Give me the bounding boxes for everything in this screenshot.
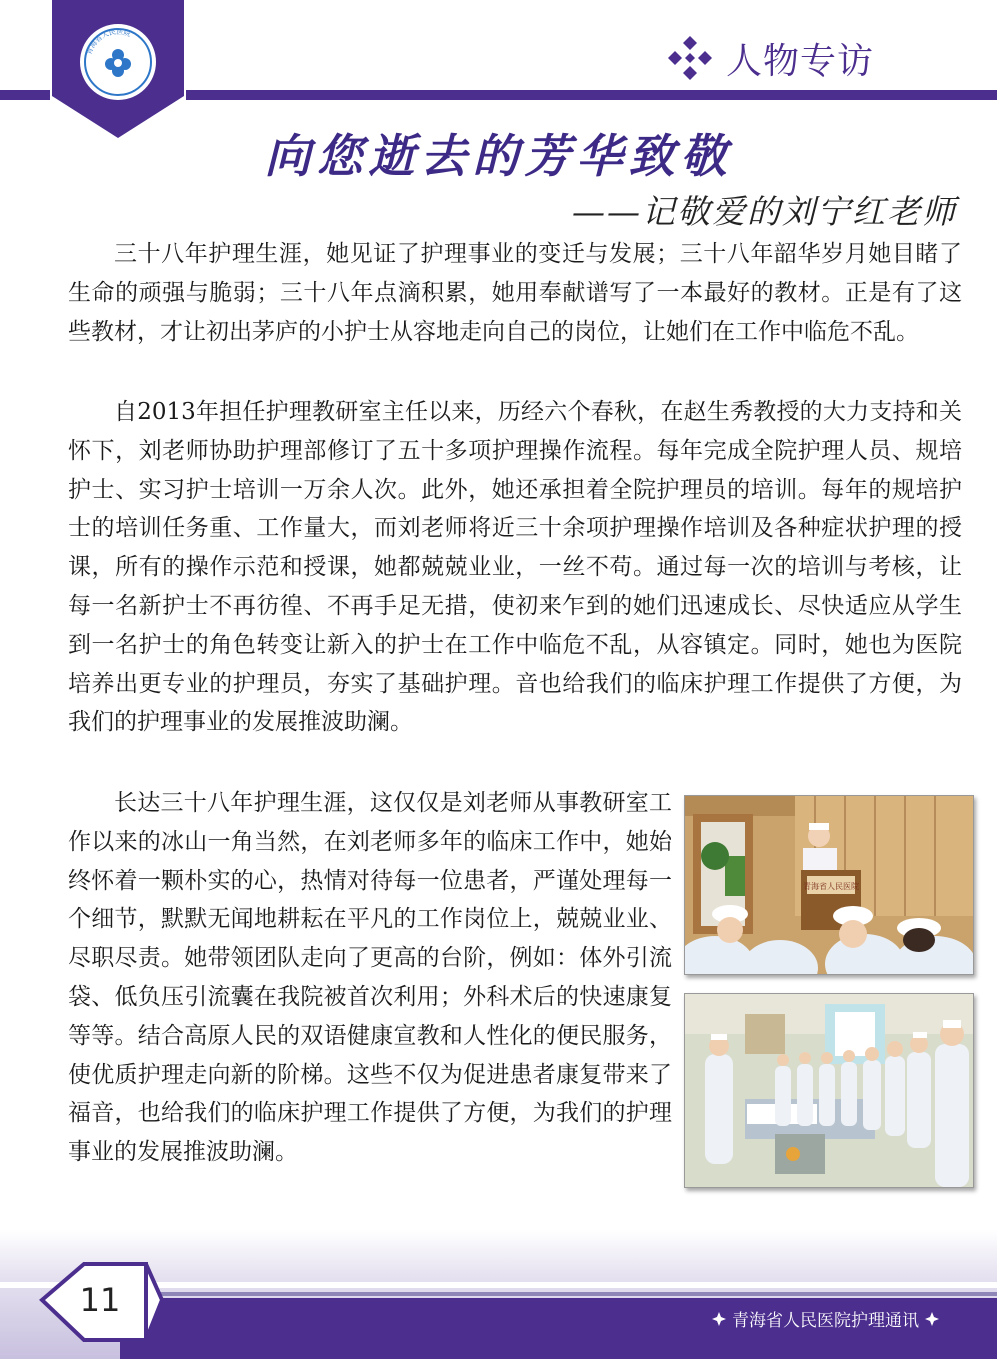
photo-lecture xyxy=(684,795,974,975)
lecture-scene xyxy=(685,796,973,974)
sparkle-icon xyxy=(925,1312,939,1326)
sparkle-icon xyxy=(712,1312,726,1326)
page-number: 11 xyxy=(79,1281,121,1319)
footer-publication xyxy=(706,1306,945,1331)
diamond-cluster-icon xyxy=(666,34,714,82)
logo-text: 青海省人民医院 xyxy=(85,27,132,56)
section-label xyxy=(666,30,874,86)
paragraph-2: 自2013年担任护理教研室主任以来，历经六个春秋，在赵生秀教授的大力支持和关怀下，刘老师协助护理部修订了五十多项护理操作流程。每年完成全院护理人员、规培护士、实习护士培训一万余人次。此外，她还承担着全院护理员的培训。每年的规培护士的培训任务重、工作量大，而刘老师将近三十余项护理操作培训及各种症状护理的授课，所有的操作示范和授课，她都兢兢业业，一丝不苟。通过每一次的培训与考核，让每一名新护士不再彷徨、不再手足无措，使初来乍到的她们迅速成长、尽快适应从学生到一名护士的角色转变让新入的护士在工作中临危不乱，从容镇定。同时，她也为医院培养出更专业的护理员，夯实了基础护理。音也给我们的临床护理工作提供了方便，为我们的护理事业的发展推波助澜。 xyxy=(68,399,962,736)
footer-band xyxy=(0,1230,997,1359)
podium-sign: 青海省人民医院 xyxy=(803,882,859,891)
publication-name: 青海省人民医院护理通讯 xyxy=(732,1311,919,1331)
paragraph-3: 长达三十八年护理生涯，这仅仅是刘老师从事教研室工作以来的冰山一角当然，在刘老师多年的临床工作中，她始终怀着一颗朴实的心，热情对待每一位患者，严谨处理每一个细节，默默无闻地耕耘在平凡的工作岗位上，兢兢业业、尽职尽责。她带领团队走向了更高的台阶，例如：体外引流袋、低负压引流囊在我院被首次利用；外科术后的快速康复等等。结合高原人民的双语健康宣教和人性化的便民服务，使优质护理走向新的阶梯。这些不仅为促进患者康复带来了福音，也给我们的临床护理工作提供了方便，为我们的护理事业的发展推波助澜。 xyxy=(68,790,672,1166)
section-label-text: 人物专访 xyxy=(726,40,875,82)
paragraph-1: 三十八年护理生涯，她见证了护理事业的变迁与发展；三十八年韶华岁月她目睹了生命的顽强与脆弱；三十八年点滴积累，她用奉献谱写了一本最好的教材。正是有了这些教材，才让初出茅庐的小护士从容地走向自己的岗位，让她们在工作中临危不乱。 xyxy=(68,241,962,345)
article-subtitle: ——记敬爱的刘宁红老师 xyxy=(572,192,957,231)
header-bar-left xyxy=(0,90,50,100)
nurses-scene xyxy=(685,994,973,1187)
header-bar-right xyxy=(186,90,997,100)
article-title: 向您逝去的芳华致敬 xyxy=(264,129,733,183)
photo-nurses-group xyxy=(684,993,974,1188)
logo-badge xyxy=(52,0,184,138)
